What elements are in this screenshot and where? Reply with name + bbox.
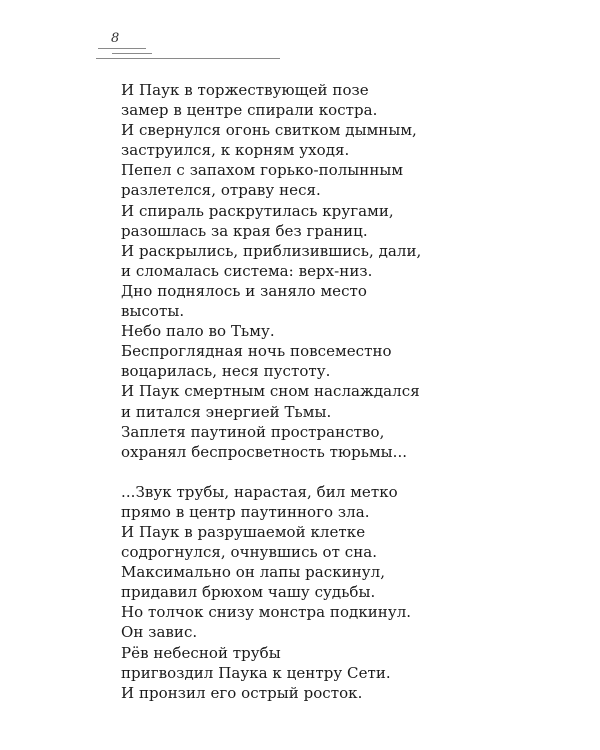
poem-line: заструился, к корням уходя. bbox=[121, 141, 350, 160]
poem-line: и сломалась система: верх-низ. bbox=[121, 261, 373, 280]
poem-line: разлетелся, отраву неся. bbox=[121, 181, 321, 200]
poem-line: И Паук в торжествующей позе bbox=[121, 81, 369, 99]
stanza-2 bbox=[121, 482, 521, 703]
poem-line: замер в центре спирали костра. bbox=[121, 101, 378, 120]
page-number: 8 bbox=[111, 31, 120, 46]
poem-line: И пронзил его острый росток. bbox=[121, 683, 363, 702]
header-rule-long bbox=[96, 58, 280, 59]
poem-line: высоты. bbox=[121, 302, 185, 321]
poem-line: Дно поднялось и заняло место bbox=[121, 281, 367, 300]
poem-line: охранял беспросветность тюрьмы... bbox=[121, 442, 408, 461]
poem-line: содрогнулся, очнувшись от сна. bbox=[121, 543, 378, 562]
poem-line: пригвоздил Паука к центру Сети. bbox=[121, 663, 391, 682]
poem-line: Заплетя паутиной пространство, bbox=[121, 422, 385, 441]
poem-line: Он завис. bbox=[121, 623, 198, 642]
poem-line: ...Звук трубы, нарастая, бил метко bbox=[121, 482, 398, 501]
stanza-1 bbox=[121, 80, 521, 462]
poem-line: И свернулся огонь свитком дымным, bbox=[121, 121, 417, 140]
poem-line: Небо пало во Тьму. bbox=[121, 322, 275, 341]
poem-line: разошлась за края без границ. bbox=[121, 221, 368, 240]
poem-line: Рёв небесной трубы bbox=[121, 643, 281, 662]
poem-body bbox=[121, 80, 521, 703]
poem-line: Но толчок снизу монстра подкинул. bbox=[121, 603, 412, 622]
poem-line: придавил брюхом чашу судьбы. bbox=[121, 583, 376, 602]
poem-line: И раскрылись, приблизившись, дали, bbox=[121, 241, 422, 260]
poem-line: И Паук смертным сном наслаждался bbox=[121, 382, 420, 401]
header-rule-middle bbox=[112, 53, 152, 54]
poem-line: Максимально он лапы раскинул, bbox=[121, 563, 386, 582]
poem-line: прямо в центр паутинного зла. bbox=[121, 502, 370, 521]
poem-line: И Паук в разрушаемой клетке bbox=[121, 522, 366, 541]
poem-line: Пепел с запахом горько-полынным bbox=[121, 161, 404, 180]
header-rule-top bbox=[98, 48, 146, 49]
poem-line: Беспроглядная ночь повсеместно bbox=[121, 342, 392, 361]
poem-line: и питался энергией Тьмы. bbox=[121, 402, 332, 421]
poem-line: И спираль раскрутилась кругами, bbox=[121, 201, 394, 220]
poem-line: воцарилась, неся пустоту. bbox=[121, 362, 331, 381]
